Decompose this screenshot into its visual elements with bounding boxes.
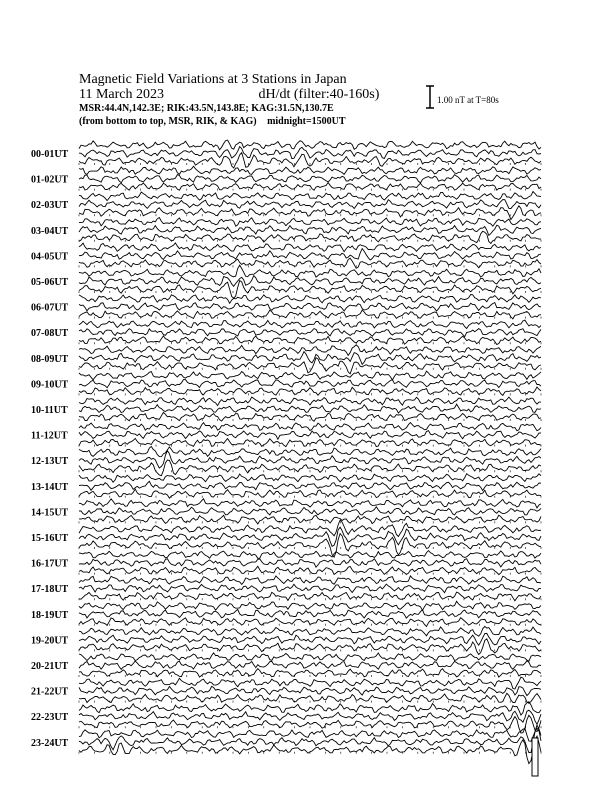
hour-label-18-19UT: 18-19UT: [31, 609, 69, 621]
trace-21-22UT-RIK: [79, 686, 541, 695]
trace-00-01UT-MSR: [79, 153, 541, 168]
trace-09-10UT-KAG: [79, 371, 541, 380]
trace-00-01UT-KAG: [79, 140, 541, 150]
trace-22-23UT-MSR: [79, 715, 541, 733]
trace-13-14UT-RIK: [79, 481, 541, 490]
trace-03-04UT-RIK: [79, 225, 541, 235]
hour-label-00-01UT: 00-01UT: [31, 149, 69, 160]
trace-03-04UT-KAG: [79, 218, 541, 227]
hour-label-07-08UT: 07-08UT: [31, 328, 69, 340]
trace-11-12UT-RIK: [79, 431, 541, 440]
hour-label-09-10UT: 09-10UT: [31, 379, 69, 391]
hour-label-23-24UT: 23-24UT: [31, 737, 69, 749]
trace-22-23UT-KAG: [79, 702, 541, 715]
trace-02-03UT-KAG: [79, 192, 541, 201]
trace-08-09UT-MSR: [79, 358, 541, 374]
hour-label-11-12UT: 11-12UT: [31, 430, 68, 442]
hour-label-14-15UT: 14-15UT: [31, 507, 69, 519]
scale-bar: [426, 86, 434, 108]
trace-04-05UT-KAG: [79, 243, 541, 252]
trace-07-08UT-KAG: [79, 320, 541, 328]
midnight-note: midnight=1500UT: [267, 116, 346, 127]
trace-09-10UT-RIK: [79, 380, 541, 388]
trace-14-15UT-KAG: [79, 499, 541, 508]
hour-label-17-18UT: 17-18UT: [31, 584, 69, 596]
hour-label-21-22UT: 21-22UT: [31, 686, 69, 698]
trace-06-07UT-RIK: [79, 303, 541, 311]
hour-label-16-17UT: 16-17UT: [31, 558, 69, 570]
chart-title: Magnetic Field Variations at 3 Stations in Japan: [79, 72, 347, 87]
trace-16-17UT-KAG: [79, 551, 541, 559]
trace-06-07UT-KAG: [79, 295, 541, 304]
station-order-note: (from bottom to top, MSR, RIK, & KAG): [79, 116, 257, 127]
saturated-event-marker: [532, 738, 538, 776]
trace-01-02UT-KAG: [79, 166, 541, 174]
trace-13-14UT-KAG: [79, 474, 541, 483]
trace-05-06UT-RIK: [79, 276, 541, 287]
traces: [79, 140, 541, 776]
hour-label-06-07UT: 06-07UT: [31, 302, 69, 314]
hour-label-03-04UT: 03-04UT: [31, 225, 69, 237]
trace-10-11UT-KAG: [79, 397, 541, 406]
trace-21-22UT-KAG: [79, 677, 541, 689]
hour-label-05-06UT: 05-06UT: [31, 277, 69, 288]
hour-label-13-14UT: 13-14UT: [31, 481, 69, 493]
trace-23-24UT-RIK: [79, 728, 541, 753]
hour-label-19-20UT: 19-20UT: [31, 635, 69, 647]
trace-17-18UT-RIK: [79, 584, 541, 593]
trace-16-17UT-RIK: [79, 559, 541, 568]
trace-18-19UT-RIK: [79, 609, 541, 618]
hour-label-04-05UT: 04-05UT: [31, 251, 69, 263]
hour-label-08-09UT: 08-09UT: [31, 353, 69, 365]
trace-12-13UT-RIK: [79, 451, 541, 468]
hour-label-10-11UT: 10-11UT: [31, 405, 68, 416]
trace-20-21UT-KAG: [79, 653, 541, 661]
hour-label-20-21UT: 20-21UT: [31, 661, 69, 672]
trace-02-03UT-RIK: [79, 200, 541, 209]
trace-08-09UT-RIK: [79, 352, 541, 365]
trace-04-05UT-RIK: [79, 249, 541, 260]
hour-label-22-23UT: 22-23UT: [31, 712, 69, 724]
trace-12-13UT-KAG: [79, 446, 541, 456]
stations-label: MSR:44.4N,142.3E; RIK:43.5N,143.8E; KAG:31.5N,130.7E: [79, 103, 334, 114]
trace-14-15UT-RIK: [79, 507, 541, 515]
trace-08-09UT-KAG: [79, 345, 541, 356]
trace-22-23UT-RIK: [79, 710, 541, 724]
trace-20-21UT-RIK: [79, 661, 541, 670]
trace-07-08UT-RIK: [79, 329, 541, 337]
trace-01-02UT-RIK: [79, 175, 541, 183]
trace-12-13UT-MSR: [79, 460, 541, 476]
hour-label-15-16UT: 15-16UT: [31, 533, 69, 544]
hour-label-12-13UT: 12-13UT: [31, 456, 69, 468]
hour-label-01-02UT: 01-02UT: [31, 174, 69, 186]
hour-label-02-03UT: 02-03UT: [31, 200, 69, 212]
trace-17-18UT-KAG: [79, 576, 541, 585]
hour-labels: [31, 149, 69, 749]
trace-11-12UT-KAG: [79, 423, 541, 431]
trace-19-20UT-KAG: [79, 626, 541, 636]
date-label: 11 March 2023: [79, 87, 165, 102]
trace-18-19UT-KAG: [79, 601, 541, 610]
measure-label: dH/dt (filter:40-160s): [258, 87, 380, 102]
scale-label: 1.00 nT at T=80s: [437, 95, 499, 105]
